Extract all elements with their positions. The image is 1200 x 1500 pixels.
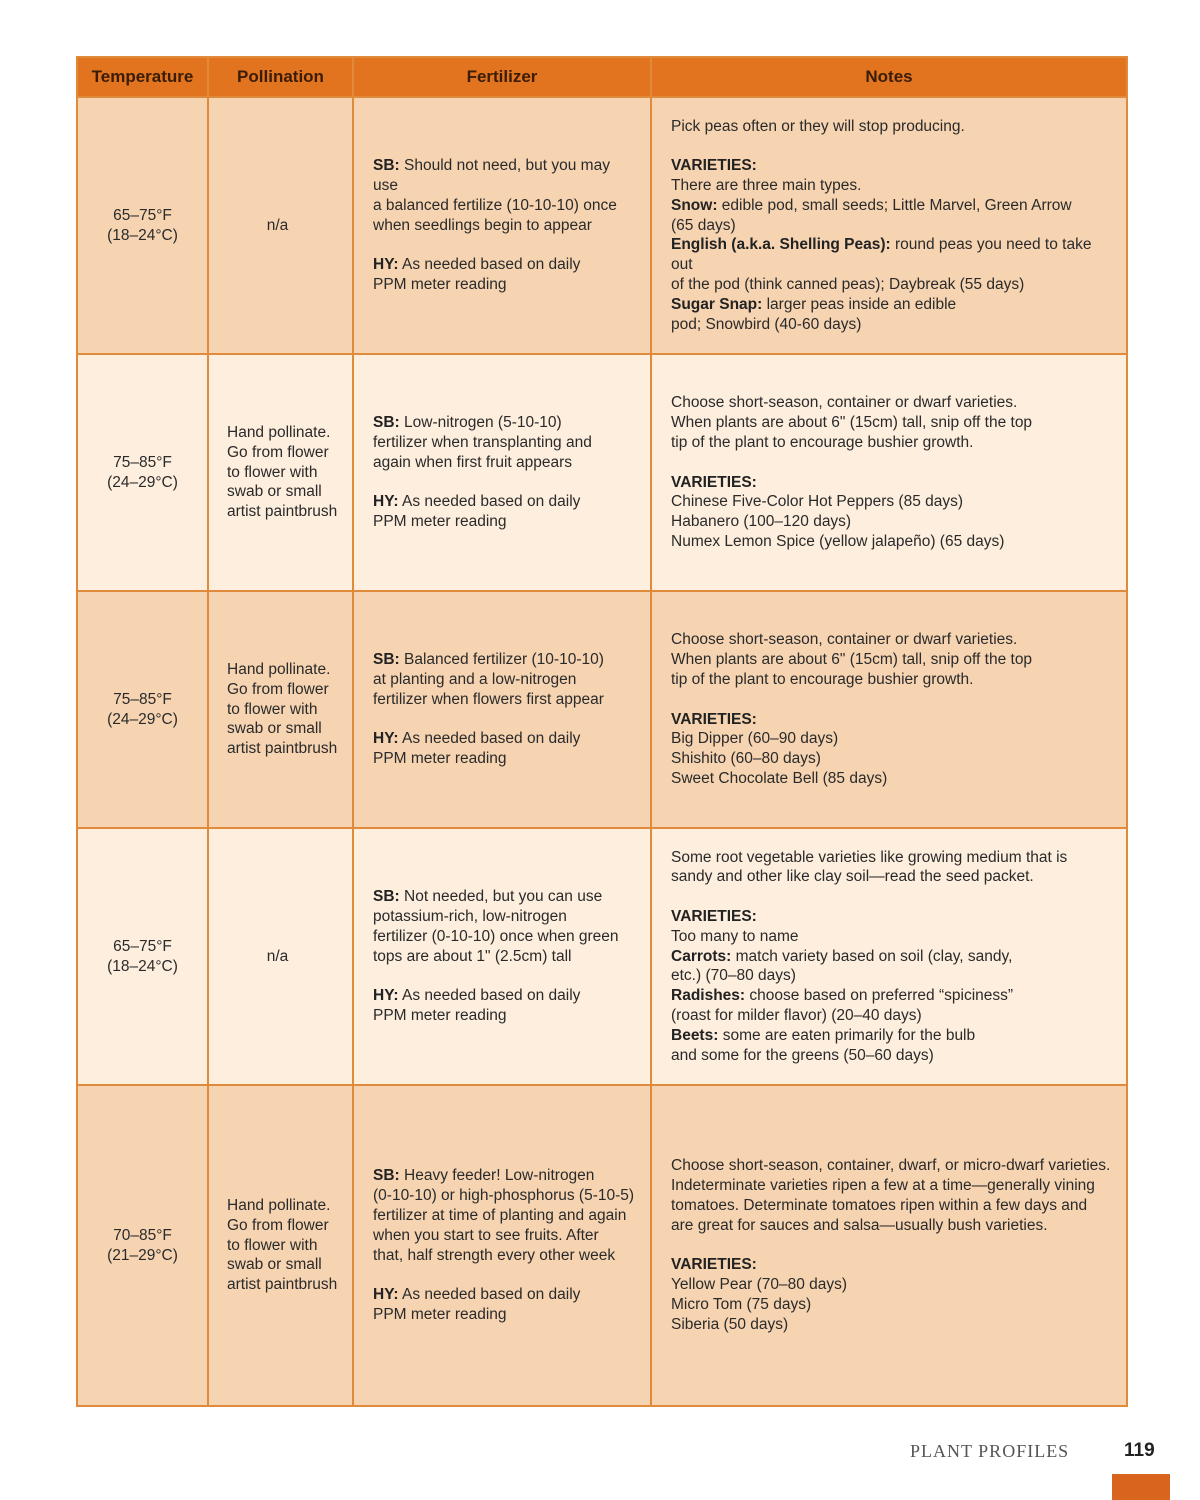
text-line (671, 1315, 1112, 1335)
notes-intro: tip of the plant to encourage bushier growth. (671, 433, 974, 451)
variety-text: Big Dipper (60–90 days) (671, 730, 839, 748)
text-line (373, 1166, 636, 1186)
text-line (373, 156, 636, 196)
text-line (227, 443, 346, 463)
sb-label: SB: (373, 651, 400, 669)
hy-text: PPM meter reading (373, 275, 507, 293)
text-line (671, 512, 1112, 532)
text-line (373, 1246, 636, 1266)
text-line (373, 887, 636, 907)
text-line (373, 492, 636, 512)
sb-text: Should not need, but you may use (373, 157, 610, 194)
text-line (671, 1046, 1112, 1066)
variety-name: Sugar Snap: (671, 295, 763, 313)
text-line (671, 1176, 1112, 1196)
spacer (373, 966, 636, 986)
text-line (671, 393, 1112, 413)
text-line (671, 473, 1112, 493)
temperature-cell (77, 828, 208, 1085)
hy-text: As needed based on daily (398, 730, 581, 748)
text-line (78, 957, 207, 977)
header-pollination: Pollination (208, 57, 353, 97)
text-line (78, 710, 207, 730)
text-line (373, 670, 636, 690)
hy-text: PPM meter reading (373, 1006, 507, 1024)
pollination-line: Go from flower (227, 680, 329, 698)
sb-text: a balanced fertilize (10-10-10) once (373, 196, 617, 214)
pollination-line: swab or small (227, 1256, 322, 1274)
text-line (671, 492, 1112, 512)
text-line (227, 719, 346, 739)
text-line (671, 176, 1112, 196)
sb-text: when you start to see fruits. After (373, 1226, 599, 1244)
text-line (373, 749, 636, 769)
text-line (671, 1275, 1112, 1295)
spacer (373, 710, 636, 730)
text-line (373, 1226, 636, 1246)
hy-label: HY: (373, 730, 399, 748)
variety-text: match variety based on soil (clay, sandy, (731, 947, 1013, 965)
text-line (671, 848, 1112, 868)
text-line (227, 1216, 346, 1236)
sb-text: (0-10-10) or high-phosphorus (5-10-5) (373, 1187, 635, 1205)
variety-text: Numex Lemon Spice (yellow jalapeño) (65 days) (671, 532, 1005, 550)
text-line (671, 235, 1112, 275)
text-line (671, 216, 1112, 236)
variety-text: Chinese Five-Color Hot Peppers (85 days) (671, 493, 964, 511)
spacer (671, 887, 1112, 907)
section-label: PLANT PROFILES (910, 1441, 1070, 1461)
text-line (671, 275, 1112, 295)
sb-text: tops are about 1" (2.5cm) tall (373, 947, 572, 965)
hy-text: PPM meter reading (373, 750, 507, 768)
pollination-cell (208, 591, 353, 828)
table-body (77, 97, 1127, 1406)
spacer (671, 690, 1112, 710)
notes-cell (651, 1085, 1127, 1406)
variety-text: of the pod (think canned peas); Daybreak (55 days) (671, 275, 1025, 293)
text-line (78, 1226, 207, 1246)
text-line (671, 729, 1112, 749)
text-line (373, 1006, 636, 1026)
text-line (227, 1196, 346, 1216)
pollination-line: n/a (266, 947, 289, 965)
pollination-cell (208, 354, 353, 591)
variety-text: Sweet Chocolate Bell (85 days) (671, 769, 888, 787)
pollination-line: to flower with (227, 463, 318, 481)
pollination-line: to flower with (227, 700, 318, 718)
pollination-line: Go from flower (227, 1216, 329, 1234)
hy-label: HY: (373, 256, 399, 274)
table-row (77, 828, 1127, 1085)
text-line (671, 927, 1112, 947)
text-line (671, 315, 1112, 335)
sb-label: SB: (373, 157, 400, 175)
text-line (227, 680, 346, 700)
text-line (671, 986, 1112, 1006)
text-line (373, 453, 636, 473)
sb-text: that, half strength every other week (373, 1246, 616, 1264)
text-line (671, 966, 1112, 986)
varieties-label: VARIETIES: (671, 1256, 757, 1274)
text-line (373, 1186, 636, 1206)
sb-text: Balanced fertilizer (10-10-10) (399, 651, 604, 669)
text-line (209, 947, 346, 967)
pollination-line: artist paintbrush (227, 1276, 338, 1294)
variety-text: etc.) (70–80 days) (671, 967, 796, 985)
text-line (373, 650, 636, 670)
text-line (671, 769, 1112, 789)
hy-text: PPM meter reading (373, 513, 507, 531)
text-line (373, 512, 636, 532)
temperature-cell (77, 591, 208, 828)
pollination-line: to flower with (227, 1236, 318, 1254)
text-line (227, 739, 346, 759)
pollination-cell (208, 828, 353, 1085)
page-number: 119 (1124, 1440, 1155, 1461)
text-line (373, 1305, 636, 1325)
variety-name: Radishes: (671, 987, 746, 1005)
text-line (373, 216, 636, 236)
text-line (209, 216, 346, 236)
variety-text: choose based on preferred “spiciness” (745, 987, 1014, 1005)
text-line (671, 650, 1112, 670)
sb-text: at planting and a low-nitrogen (373, 670, 577, 688)
varieties-label: VARIETIES: (671, 908, 757, 925)
temp-fahrenheit: 75–85°F (113, 453, 172, 471)
text-line (671, 156, 1112, 176)
hy-label: HY: (373, 987, 399, 1005)
sb-text: Not needed, but you can use (399, 888, 603, 906)
text-line (671, 532, 1112, 552)
notes-intro: Indeterminate varieties ripen a few at a time—generally vining (671, 1177, 1095, 1195)
notes-intro: Pick peas often or they will stop producing. (671, 117, 965, 135)
text-line (78, 473, 207, 493)
header-notes: Notes (651, 57, 1127, 97)
variety-text: round peas you need to take out (671, 236, 1092, 274)
text-line (373, 1206, 636, 1226)
fertilizer-cell (353, 97, 651, 354)
temp-fahrenheit: 65–75°F (113, 206, 172, 224)
sb-text: fertilizer (0-10-10) once when green (373, 927, 619, 945)
hy-text: As needed based on daily (398, 493, 581, 511)
text-line (373, 1285, 636, 1305)
notes-cell (651, 97, 1127, 354)
spacer (671, 453, 1112, 473)
plant-care-table (76, 56, 1128, 1407)
table-row (77, 354, 1127, 591)
variety-text: edible pod, small seeds; Little Marvel, Green Arrow (717, 196, 1072, 214)
text-line (78, 1246, 207, 1266)
variety-name: Carrots: (671, 947, 732, 965)
temp-celsius: (24–29°C) (107, 710, 178, 728)
temperature-cell (77, 97, 208, 354)
sb-text: Heavy feeder! Low-nitrogen (399, 1167, 595, 1185)
text-line (671, 1196, 1112, 1216)
hy-text: As needed based on daily (398, 987, 581, 1005)
text-line (671, 1006, 1112, 1026)
text-line (671, 1156, 1112, 1176)
header-fertilizer: Fertilizer (353, 57, 651, 97)
variety-text: pod; Snowbird (40-60 days) (671, 315, 862, 333)
pollination-line: artist paintbrush (227, 740, 338, 758)
variety-text: (roast for milder flavor) (20–40 days) (671, 1006, 922, 1024)
sb-text: again when first fruit appears (373, 453, 573, 471)
notes-intro: Choose short-season, container or dwarf varieties. (671, 394, 1018, 412)
variety-text: Shishito (60–80 days) (671, 750, 821, 768)
hy-text: As needed based on daily (398, 256, 581, 274)
text-line (373, 690, 636, 710)
text-line (671, 433, 1112, 453)
temp-fahrenheit: 70–85°F (113, 1226, 172, 1244)
notes-intro: are great for sauces and salsa—usually bush varieties. (671, 1216, 1048, 1234)
text-line (373, 196, 636, 216)
variety-text: There are three main types. (671, 177, 862, 194)
text-line (671, 670, 1112, 690)
pollination-line: Go from flower (227, 443, 329, 461)
pollination-line: n/a (266, 216, 289, 234)
temp-fahrenheit: 65–75°F (113, 937, 172, 955)
text-line (227, 660, 346, 680)
fertilizer-cell (353, 591, 651, 828)
notes-intro: tomatoes. Determinate tomatoes ripen within a few days and (671, 1197, 1088, 1214)
spacer (373, 235, 636, 255)
sb-label: SB: (373, 414, 400, 432)
variety-name: Beets: (671, 1026, 719, 1044)
text-line (78, 690, 207, 710)
temperature-cell (77, 1085, 208, 1406)
notes-intro: tip of the plant to encourage bushier growth. (671, 670, 974, 688)
pollination-cell (208, 1085, 353, 1406)
notes-intro: Choose short-season, container or dwarf varieties. (671, 631, 1018, 649)
sb-label: SB: (373, 1167, 400, 1185)
notes-intro: When plants are about 6" (15cm) tall, snip off the top (671, 414, 1033, 432)
text-line (373, 413, 636, 433)
variety-text: Yellow Pear (70–80 days) (671, 1276, 848, 1294)
text-line (671, 907, 1112, 927)
text-line (227, 463, 346, 483)
pollination-line: artist paintbrush (227, 503, 338, 521)
notes-intro: When plants are about 6" (15cm) tall, snip off the top (671, 651, 1033, 669)
spacer (373, 473, 636, 493)
text-line (373, 729, 636, 749)
hy-label: HY: (373, 493, 399, 511)
text-line (373, 927, 636, 947)
variety-text: some are eaten primarily for the bulb (718, 1026, 976, 1044)
variety-name: English (a.k.a. Shelling Peas): (671, 236, 891, 254)
variety-text: Too many to name (671, 927, 799, 945)
text-line (671, 1216, 1112, 1236)
text-line (373, 275, 636, 295)
notes-intro: Choose short-season, container, dwarf, or micro-dwarf varieties. (671, 1157, 1111, 1175)
notes-intro: Some root vegetable varieties like growing medium that is (671, 848, 1068, 866)
page-tab-marker (1112, 1474, 1170, 1500)
text-line (227, 482, 346, 502)
pollination-line: Hand pollinate. (227, 1197, 331, 1214)
sb-text: when seedlings begin to appear (373, 216, 592, 234)
sb-text: fertilizer at time of planting and again (373, 1206, 627, 1224)
variety-text: Micro Tom (75 days) (671, 1295, 812, 1313)
header-temperature: Temperature (77, 57, 208, 97)
variety-name: Snow: (671, 196, 718, 214)
notes-cell (651, 828, 1127, 1085)
text-line (671, 196, 1112, 216)
text-line (671, 710, 1112, 730)
text-line (373, 433, 636, 453)
temperature-cell (77, 354, 208, 591)
sb-text: Low-nitrogen (5-10-10) (399, 414, 562, 432)
text-line (373, 986, 636, 1006)
spacer (373, 1265, 636, 1285)
table-row (77, 97, 1127, 354)
text-line (78, 937, 207, 957)
text-line (227, 1236, 346, 1256)
text-line (671, 295, 1112, 315)
text-line (671, 867, 1112, 887)
pollination-line: Hand pollinate. (227, 661, 331, 678)
text-line (671, 1026, 1112, 1046)
text-line (227, 423, 346, 443)
variety-text: larger peas inside an edible (762, 295, 957, 313)
text-line (671, 749, 1112, 769)
variety-text: (65 days) (671, 216, 736, 234)
temp-celsius: (21–29°C) (107, 1246, 178, 1264)
text-line (373, 947, 636, 967)
hy-text: As needed based on daily (398, 1286, 581, 1304)
variety-text: Habanero (100–120 days) (671, 513, 852, 531)
variety-text: Siberia (50 days) (671, 1315, 789, 1333)
text-line (373, 255, 636, 275)
temp-celsius: (24–29°C) (107, 473, 178, 491)
fertilizer-cell (353, 828, 651, 1085)
notes-intro: sandy and other like clay soil—read the seed packet. (671, 868, 1034, 886)
variety-text: and some for the greens (50–60 days) (671, 1046, 934, 1064)
sb-text: fertilizer when transplanting and (373, 433, 592, 451)
text-line (671, 117, 1112, 137)
pollination-line: swab or small (227, 720, 322, 738)
text-line (373, 907, 636, 927)
text-line (227, 1275, 346, 1295)
fertilizer-cell (353, 1085, 651, 1406)
table-row (77, 591, 1127, 828)
text-line (78, 206, 207, 226)
table-row (77, 1085, 1127, 1406)
text-line (671, 1295, 1112, 1315)
text-line (671, 630, 1112, 650)
spacer (671, 1236, 1112, 1256)
text-line (671, 413, 1112, 433)
fertilizer-cell (353, 354, 651, 591)
pollination-line: Hand pollinate. (227, 424, 331, 441)
hy-label: HY: (373, 1286, 399, 1304)
pollination-line: swab or small (227, 483, 322, 501)
text-line (227, 1255, 346, 1275)
text-line (78, 453, 207, 473)
varieties-label: VARIETIES: (671, 710, 757, 728)
table-header-row (77, 57, 1127, 97)
text-line (78, 226, 207, 246)
text-line (671, 947, 1112, 967)
notes-cell (651, 354, 1127, 591)
text-line (227, 700, 346, 720)
spacer (671, 136, 1112, 156)
temp-celsius: (18–24°C) (107, 226, 178, 244)
temp-celsius: (18–24°C) (107, 957, 178, 975)
text-line (671, 1255, 1112, 1275)
notes-cell (651, 591, 1127, 828)
sb-label: SB: (373, 888, 400, 906)
varieties-label: VARIETIES: (671, 473, 757, 491)
varieties-label: VARIETIES: (671, 157, 757, 175)
text-line (227, 502, 346, 522)
temp-fahrenheit: 75–85°F (113, 690, 172, 708)
sb-text: fertilizer when flowers first appear (373, 690, 604, 708)
pollination-cell (208, 97, 353, 354)
sb-text: potassium-rich, low-nitrogen (373, 908, 567, 925)
hy-text: PPM meter reading (373, 1305, 507, 1323)
